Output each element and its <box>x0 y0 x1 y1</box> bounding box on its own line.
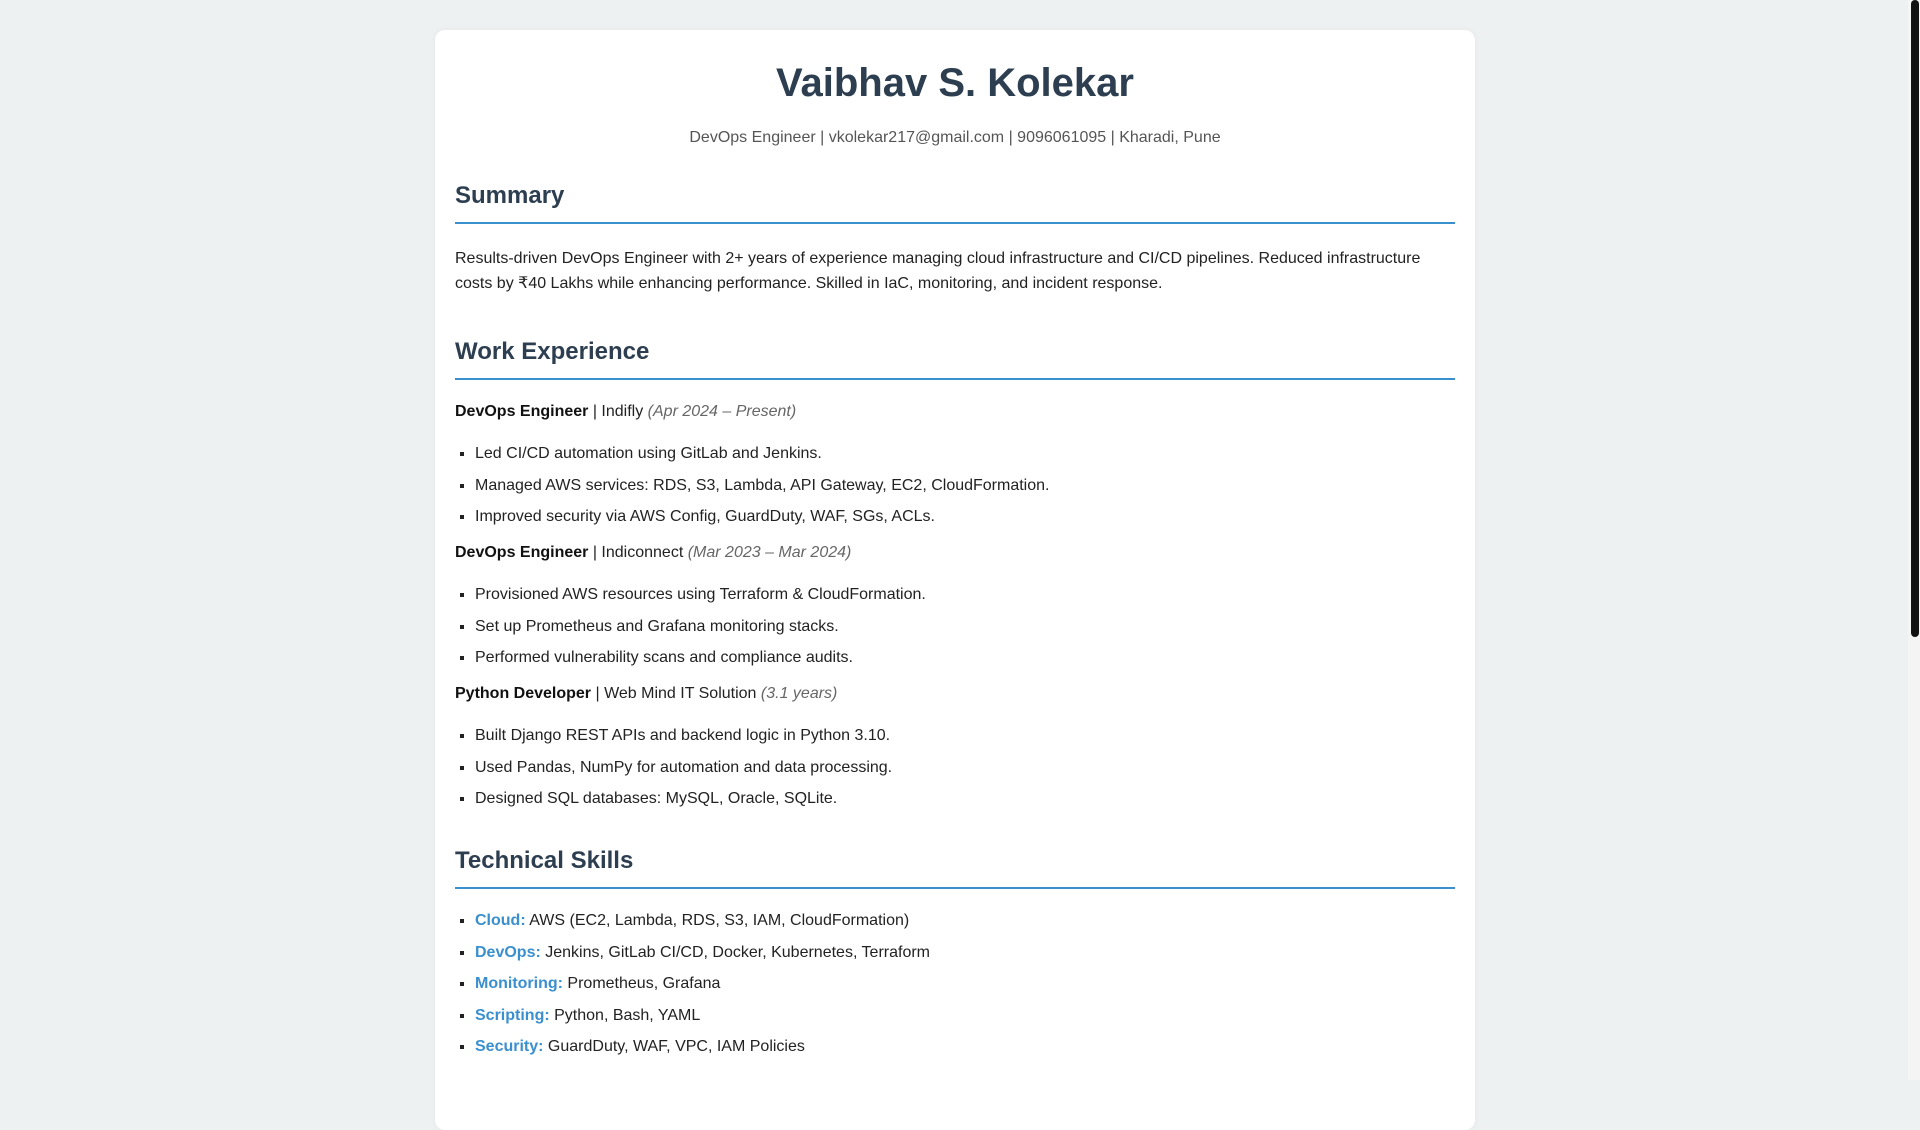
job-company: Indifly <box>601 403 644 420</box>
job-bullets <box>455 726 1455 809</box>
list-item: ▪ Led CI/CD automation using GitLab and Jenkins. <box>475 444 1455 464</box>
skill-category: DevOps: <box>475 943 541 961</box>
scrollbar-thumb[interactable] <box>1911 0 1919 637</box>
vertical-scrollbar[interactable] <box>1908 0 1920 1080</box>
list-item: ▪ Managed AWS services: RDS, S3, Lambda, API Gateway, EC2, CloudFormation. <box>475 476 1455 496</box>
skill-values: Python, Bash, YAML <box>554 1006 701 1024</box>
contact-line: DevOps Engineer | vkolekar217@gmail.com | 9096061095 | Kharadi, Pune <box>689 129 1221 146</box>
job-company: Indiconnect <box>601 544 684 561</box>
skill-category: Security: <box>475 1038 544 1055</box>
list-item: ▪ Performed vulnerability scans and compliance audits. <box>475 648 1455 668</box>
job-role: DevOps Engineer <box>455 544 589 561</box>
job-bullets <box>455 444 1455 527</box>
job-header: DevOps Engineer | Indifly (Apr 2024 – Present) <box>455 403 797 420</box>
list-item: ▪ Set up Prometheus and Grafana monitoring stacks. <box>475 617 1455 637</box>
list-item <box>475 911 1455 931</box>
list-item: ▪ Designed SQL databases: MySQL, Oracle, SQLite. <box>475 789 1455 809</box>
list-item <box>475 1006 1455 1026</box>
summary-heading: Summary <box>455 182 1455 224</box>
work-experience-heading: Work Experience <box>455 338 1455 380</box>
job-role: DevOps Engineer <box>455 403 589 420</box>
job-bullets <box>455 585 1455 668</box>
list-item <box>475 943 1455 963</box>
summary-text: Results-driven DevOps Engineer with 2+ years of experience managing cloud infrastructure and CI/CD pipelines. Reduced infrastructure costs by ₹40 Lakhs while enhancing performance. Skilled in IaC, monitoring, and incident response. <box>455 250 1421 292</box>
skill-values: Jenkins, GitLab CI/CD, Docker, Kubernetes, Terraform <box>545 943 930 961</box>
list-item: ▪ Built Django REST APIs and backend logic in Python 3.10. <box>475 726 1455 746</box>
list-item: ▪ Provisioned AWS resources using Terraform & CloudFormation. <box>475 585 1455 605</box>
skill-category: Cloud: <box>475 912 526 929</box>
skill-category: Scripting: <box>475 1006 550 1024</box>
resume-page <box>435 30 1475 1130</box>
list-item <box>475 974 1455 994</box>
job-role: Python Developer <box>455 685 592 702</box>
job-period: (Apr 2024 – Present) <box>647 403 797 420</box>
job-period: (3.1 years) <box>760 685 838 702</box>
technical-skills-heading: Technical Skills <box>455 847 1455 889</box>
skill-values: Prometheus, Grafana <box>567 975 721 992</box>
skill-values: GuardDuty, WAF, VPC, IAM Policies <box>547 1038 805 1055</box>
candidate-name: Vaibhav S. Kolekar <box>776 61 1134 105</box>
list-item: ▪ Improved security via AWS Config, GuardDuty, WAF, SGs, ACLs. <box>475 507 1455 527</box>
skill-values: AWS (EC2, Lambda, RDS, S3, IAM, CloudFormation) <box>529 912 910 929</box>
skill-category: Monitoring: <box>475 975 563 992</box>
list-item <box>475 1037 1455 1057</box>
job-period: (Mar 2023 – Mar 2024) <box>687 544 852 561</box>
job-header: Python Developer | Web Mind IT Solution (3.1 years) <box>455 685 838 702</box>
job-header: DevOps Engineer | Indiconnect (Mar 2023 – Mar 2024) <box>455 544 852 561</box>
list-item: ▪ Used Pandas, NumPy for automation and data processing. <box>475 758 1455 778</box>
skills-list <box>455 911 1455 1057</box>
job-company: Web Mind IT Solution <box>604 685 757 702</box>
